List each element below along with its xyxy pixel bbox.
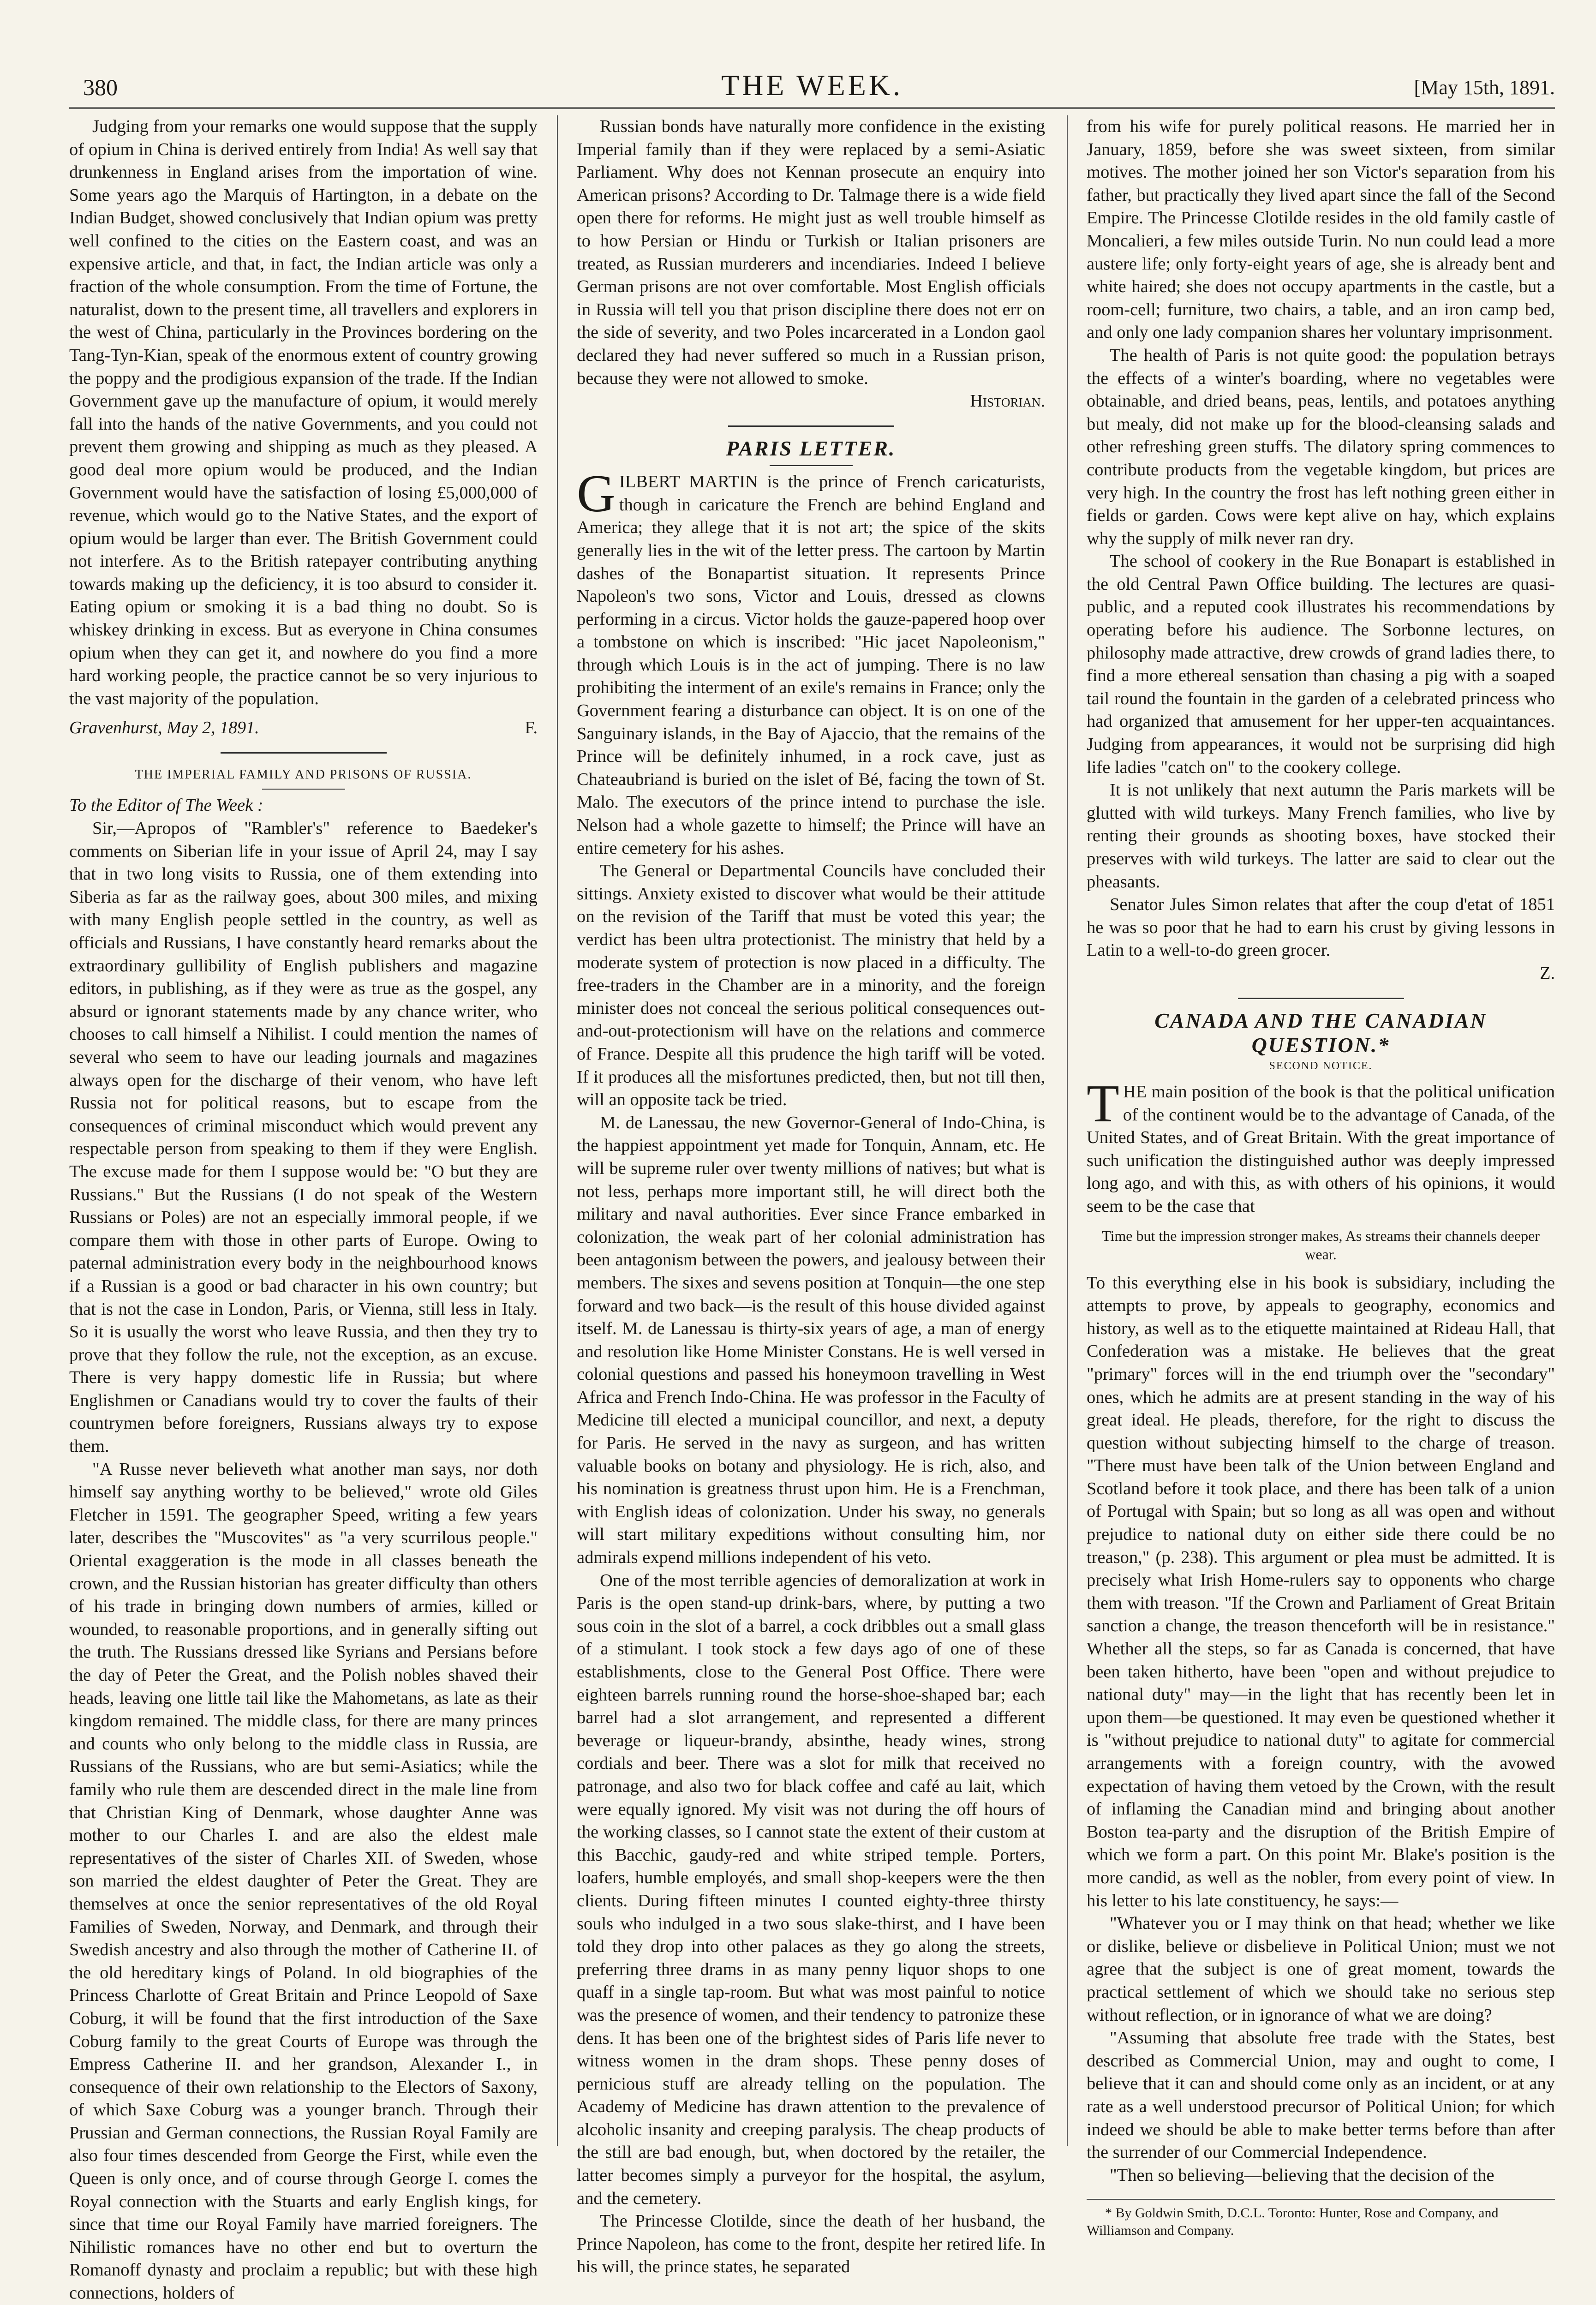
column-divider [557,115,558,2146]
masthead-title: THE WEEK. [721,69,903,102]
article-heading-paris: PARIS LETTER. [726,437,896,461]
column-3 [1087,115,1555,2239]
paris-letter-paragraph: from his wife for purely political reasons. He married her in January, 1859, before she was sweet sixteen, from similar motives. The mother joined her son Victor's separation from his father, but practically they lived apart since the fall of the Second Empire. The Princesse Clotilde resides in the old family castle of Moncalieri, a few miles outside Turin. No nun could lead a more austere life; only forty-eight years of age, she is already bent and white haired; she does not occupy apartments in the castle, but a room-cell; furniture, two chairs, a table, and an iron camp bed, and only one lady companion shares her voluntary imprisonment. [1087,117,1555,342]
section-rule [770,465,853,466]
verse-quotation: Time but the impression stronger makes, As streams their channels deeper wear. [1102,1227,1540,1263]
paris-letter-paragraph: Senator Jules Simon relates that after the coup d'etat of 1851 he was so poor that he had to earn his crust by giving lessons in Latin to a well-to-do green grocer. [1087,895,1555,960]
article-heading-russia: THE IMPERIAL FAMILY AND PRISONS OF RUSSIA. [135,767,472,782]
canada-review-paragraph: To this everything else in his book is subsidiary, including the attempts to prove, by appeals to geography, economics and history, as well as to the etiquette maintained at Rideau Hall, that Confederation was a mistake. He believes that the great "primary" forces will in the end triumph over the "secondary" ones, which he admits are at present standing in the way of his great ideal. He pleads, therefore, for the right to discuss the question without subjecting himself to the charge of treason. "There must have been talk of the Union between England and Scotland before it took place, and there has been talk of a union of Portugal with Spain; but so long as all was open and without prejudice to national duty on either side there could be no treason," (p. 238). This argument or plea must be admitted. It is precisely what Irish Home-rulers say to opponents who charge them with treason. "If the Crown and Parliament of Great Britain sanction a change, the treason thenceforth will be in resistance." Whether all the steps, so far as Canada is concerned, that have been taken hitherto, have been "open and without prejudice to national duty" may—in the light that has recently been let in upon them—be questioned. It may even be questioned whether it is "without prejudice to national duty" to agitate for commercial arrangements with a foreign country, with the avowed expectation of having them vetoed by the Crown, with the result of inflaming the Canadian mind and bringing about another Boston tea-party and the disruption of the British Empire of which we form a part. On this point Mr. Blake's position is the more candid, as well as the nobler, from every point of view. In his letter to his late constituency, he says:— [1087,1273,1555,1910]
canada-review-quote: "Then so believing—believing that the decision of the [1110,2165,1494,2185]
article-heading-canada: CANADA AND THE CANADIAN QUESTION.* [1154,1008,1487,1057]
letter-salutation: To the Editor of The Week : [69,796,263,815]
section-rule [1238,998,1404,999]
paris-letter-paragraph: M. de Lanessau, the new Governor-General of Indo-China, is the happiest appointment yet made for Tonquin, Annam, etc. He will be supreme ruler over twenty millions of natives; but what is not less, perhaps more important still, he will direct both the military and naval authorities. Ever since France embarked in colonization, the weak part of her colonial administration has been antagonism between the powers, and jealousy between their members. The sixes and sevens position at Tonquin—the one step forward and two back—is the result of this house divided against itself. M. de Lanessau is thirty-six years of age, a man of energy and resolution like Home Minister Constans. He is well versed in colonial questions and passed his honeymoon travelling in West Africa and French Indo-China. He was professor in the Faculty of Medicine till elected a municipal councillor, and next, a deputy for Paris. He served in the navy as surgeon, and has written valuable books on botany and physiology. He is rich, also, and his nomination is greatness thrust upon him. He is a Frenchman, with English ideas of colonization. Under his sway, no generals will start military expeditions without consulting him, nor admirals expend millions independent of his veto. [577,1113,1045,1568]
signature-place-date: Gravenhurst, May 2, 1891. [69,718,259,738]
article-subheading: SECOND NOTICE. [1269,1060,1373,1072]
paris-letter-paragraph: The Princesse Clotilde, since the death of her husband, the Prince Napoleon, has come to the front, despite her retired life. In his will, the prince states, he separated [577,2211,1045,2277]
russia-letter-paragraph: Sir,—Apropos of "Rambler's" reference to Baedeker's comments on Siberian life in your issue of April 24, may I say that in two long visits to Russia, one of them extending into Siberia as far as the railway goes, about 300 miles, and mixing with many English people settled in the country, as well as officials and Russians, I have constantly heard remarks about the extraordinary gullibility of English publishers and magazine editors, in publishing, as if they were as true as the gospel, any absurd or ignorant statements made by any chance writer, who chooses to call himself a Nihilist. I could mention the names of several who seem to have our leading journals and magazines always open for the discharge of their venom, who have left Russia not for political reasons, but to escape from the consequences of criminal misconduct which would prevent any respectable person from speaking to them if they were English. The excuse made for them I suppose would be: "O but they are Russians." But the Russians (I do not speak of the Western Russians or Poles) are not an especially immoral people, if we compare them with those in other parts of Europe. Owing to paternal administration every body in the neighbourhood knows if a Russian is a good or bad character in his own country; but that is not the case in London, Paris, or Vienna, still less in Italy. So it is usually the worst who leave Russia, and then they try to prove that they follow the rule, not the exception, as an excuse. There is very happy domestic life in Russia; but where Englishmen or Canadians would try to cover the faults of their countrymen before foreigners, Russians always try to expose them. [69,819,538,1456]
header-rule [69,107,1555,109]
russia-letter-paragraph: "A Russe never believeth what another man says, nor doth himself say anything worthy to be believed," wrote old Giles Fletcher in 1591. The geographer Speed, writing a few years later, describes the "Muscovites" as "a very scurrilous people." Oriental exaggeration is the mode in all classes beneath the crown, and the Russian historian has greater difficulty than others of his trade in bringing down numbers of armies, killed or wounded, to reasonable proportions, and in generally sifting out the truth. The Russians dressed like Syrians and Persians before the day of Peter the Great, and the Polish nobles shaved their heads, leaving one little tail like the Mahometans, as late as their kingdom remained. The middle class, for there are many princes and counts who only belong to the middle class in Russia, are Russians of the Russians, who are but semi-Asiatics; while the family who rule them are descended direct in the male line from that Christian King of Denmark, whose daughter Anne was mother to our Charles I. and are also the eldest male representatives of the sister of Charles XII. of Sweden, whose son married the eldest daughter of Peter the Great. They are themselves at once the senior representatives of the old Royal Families of Sweden, Norway, and Denmark, and through their Swedish ancestry and also through the mother of Catherine II. of the old hereditary kings of Poland. In old biographies of the Princess Charlotte of Great Britain and Prince Leopold of Saxe Coburg, it will be found that the first introduction of the Saxe Coburg family to the great Courts of Europe was through the Empress Catherine II. and her grandson, Alexander I., in consequence of their own relationship to the Electors of Saxony, of which Saxe Coburg was a younger branch. Through their Prussian and German connections, the Russian Royal Family are also four times descended from George the First, while even the Queen is only once, and of course through George I. comes the Royal connection with the Stuarts and early English kings, for since that time our Royal Family have married foreigners. The Nihilistic romances have no other end but to overturn the Romanoff dynasty and proclaim a republic; but with these high connections, holders of [69,1459,538,2303]
russia-letter-paragraph: Russian bonds have naturally more confidence in the existing Imperial family than if they were replaced by a semi-Asiatic Parliament. Why does not Kennan prosecute an enquiry into American prisons? According to Dr. Talmage there is a wide field open there for reforms. He might just as well trouble himself as to how Persian or Hindu or Turkish or Italian prisoners are treated, as Russian murderers and incendiaries. Indeed I believe German prisons are not over comfortable. Most English officials in Russia will tell you that prison discipline there does not err on the side of severity, and two Poles incarcerated in a London gaol declared they had never suffered so much in a Russian prison, because they were not allowed to smoke. [577,117,1045,388]
letter-signature: Historian. [970,391,1045,411]
paris-letter-paragraph: The General or Departmental Councils have concluded their sittings. Anxiety existed to discover what would be their attitude on the revision of the Tariff that must be voted this year; the verdict has been ultra protectionist. The ministry that held by a moderate system of protection is now placed in a difficulty. The free-traders in the Chamber are in a minority, and the foreign minister does not conceal the serious political consequences out-and-out-protectionism will have on the relations and commerce of France. Despite all this prudence the high tariff will be voted. If it produces all the misfortunes predicted, then, but not till then, will an opposite tack be tried. [577,861,1045,1110]
canada-review-quote: "Whatever you or I may think on that head; whether we like or dislike, believe or disbelieve in Political Union; must we not agree that the subject is one of great moment, towards the practical settlement of which we should take no serious step without reflection, or in ignorance of what we are doing? [1087,1914,1555,2025]
paris-letter-paragraph: GILBERT MARTIN is the prince of French caricaturists, though in caricature the French are behind England and America; they allege that it is not art; the spice of the skits generally lies in the wit of the letter press. The cartoon by Martin dashes of the Bonapartist situation. It represents Prince Napoleon's two sons, Victor and Louis, dressed as clowns performing in a circus. Victor holds the gauze-papered hoop over a tombstone on which is inscribed: "Hic jacet Napoleonism," through which Louis is in the act of jumping. There is no law prohibiting the interment of an exile's remains in France; only the Government fearing a disturbance can object. It is on one of the Sanguinary islands, in the Bay of Ajaccio, that the remains of the Prince will be definitely inhumed, in a rock cave, just as Chateaubriand is buried on the islet of Bé, facing the town of St. Malo. The executors of the prince intend to purchase the isle. Nelson had a whole gazette to himself; the Prince will have an entire cemetery for his ashes. [577,464,1045,858]
paris-letter-paragraph: It is not unlikely that next autumn the Paris markets will be glutted with wild turkeys. Many French families, who live by renting their grounds as shooting boxes, have stocked their preserves with wild turkeys. The latter are said to clear out the pheasants. [1087,780,1555,892]
paris-letter-paragraph: The health of Paris is not quite good: the population betrays the effects of a winter's boarding, where no vegetables were obtainable, and dried beans, peas, lentils, and potatoes anything but mealy, did not make up for the blood-cleansing salads and other refreshing green stuffs. The dilatory spring commences to contribute products from the vegetable kingdom, but prices are very high. In the country the frost has left nothing green either in fields or garden. Cows were kept alive on hay, which explains why the supply of milk never ran dry. [1087,345,1555,548]
column-1 [69,115,538,2303]
canada-review-quote: "Assuming that absolute free trade with the States, best described as Commercial Union, may and ought to come, I believe that it can and should come only as an incident, or at any rate as a well understood precursor of Political Union; for which indeed we should be able to make better terms before than after the surrender of our Commercial Independence. [1087,2028,1555,2162]
section-rule [221,752,387,754]
section-rule [728,425,894,427]
canada-review-paragraph: THE main position of the book is that the political unification of the continent would be to the advantage of Canada, of the United States, and of Great Britain. With the great importance of such unification the distinguished author was deeply impressed long ago, and with this, as with others of his opinions, it would seem to be the case that [1087,1074,1555,1216]
paris-letter-paragraph: One of the most terrible agencies of demoralization at work in Paris is the open stand-up drink-bars, where, by putting a two sous coin in the slot of a barrel, a cock dribbles out a small glass of a stimulant. I took stock a few days ago of one of these establishments, close to the General Post Office. There were eighteen barrels running round the horse-shoe-shaped bar; each barrel had a slot arrangement, and represented a different beverage or liqueur-brandy, absinthe, heady wines, strong cordials and beer. There was a slot for milk that received no patronage, and also two for black coffee and café au lait, which were equally ignored. My visit was not during the off hours of the working classes, so I cannot state the extent of their custom at this Bacchic, gaudy-red and white striped temple. Porters, loafers, humble employés, and small shop-keepers were the then clients. During fifteen minutes I counted eighty-three thirsty souls who indulged in a two sous slake-thirst, and I have been told they drop into other palaces as they go along the streets, preferring three drams in as many penny liquor shops to one quaff in a single tap-room. But what was most painful to notice was the presence of women, and their tendency to patronize these dens. It has been one of the brightest sides of Paris life never to witness women in the dram shops. These penny doses of pernicious stuff are already telling on the population. The Academy of Medicine has drawn attention to the prevalence of alcoholic insanity and creeping paralysis. The cheap products of the still are bad enough, but, when doctored by the retailer, the latter becomes simply a purveyor for the hospital, the asylum, and the cemetery. [577,1570,1045,2208]
column-divider [1067,115,1068,2146]
newspaper-page [69,55,1555,2303]
signature-initial: F. [525,718,538,738]
letter-signature: Z. [1540,963,1555,983]
opium-letter-body: Judging from your remarks one would suppose that the supply of opium in China is derived entirely from India! As well say that drunkenness in England arises from the importation of wine. Some years ago the Marquis of Hartington, in a debate on the Indian Budget, showed conclusively that Indian opium was pretty well confined to the cities on the Eastern coast, and was an expensive article, and that, in fact, the Indian article was only a fraction of the whole consumption. From the time of Fortune, the naturalist, down to the present time, all travellers and explorers in the west of China, particularly in the Provinces bordering on the Tang-Tyn-Kian, speak of the enormous extent of country growing the poppy and the prodigious expansion of the trade. If the Indian Government gave up the manufacture of opium, it would merely fall into the hands of the native Governments, and you could not prevent them growing and shipping as much as they pleased. A good deal more opium would be produced, and the Indian Government would have the satisfaction of losing £5,000,000 of revenue, which would go to the Native States, and the export of opium would be larger than ever. The British Government could not interfere. As to the British ratepayer contributing anything towards making up the deficiency, it is too absurd to consider it. Eating opium or smoking it is a bad thing no doubt. So is whiskey drinking in excess. But as everyone in China consumes opium when they can get it, and nowhere do you find a more hard working people, the practice cannot be so very injurious to the vast majority of the population. [69,117,538,708]
section-rule [262,789,345,790]
issue-date: [May 15th, 1891. [1414,76,1555,99]
column-2 [577,115,1045,2277]
opium-letter-signature [69,717,538,739]
page-header [69,55,1555,102]
footnote: * By Goldwin Smith, D.C.L. Toronto: Hunter, Rose and Company, and Williamson and Company. [1087,2199,1555,2239]
page-number: 380 [83,74,118,100]
paris-letter-paragraph: The school of cookery in the Rue Bonapart is established in the old Central Pawn Office building. The lectures are quasi-public, and a reputed cook illustrates his recommendations by operating before his audience. The Sorbonne lectures, on philosophy made attractive, drew crowds of grand ladies there, to find a more ethereal sensation than chasing a pig with a soaped tail round the fountain in the garden of a celebrated princess who had organized that amusement for her upper-ten acquaintances. Judging from appearances, it would not be surprising did high life ladies "catch on" to the cookery college. [1087,551,1555,777]
